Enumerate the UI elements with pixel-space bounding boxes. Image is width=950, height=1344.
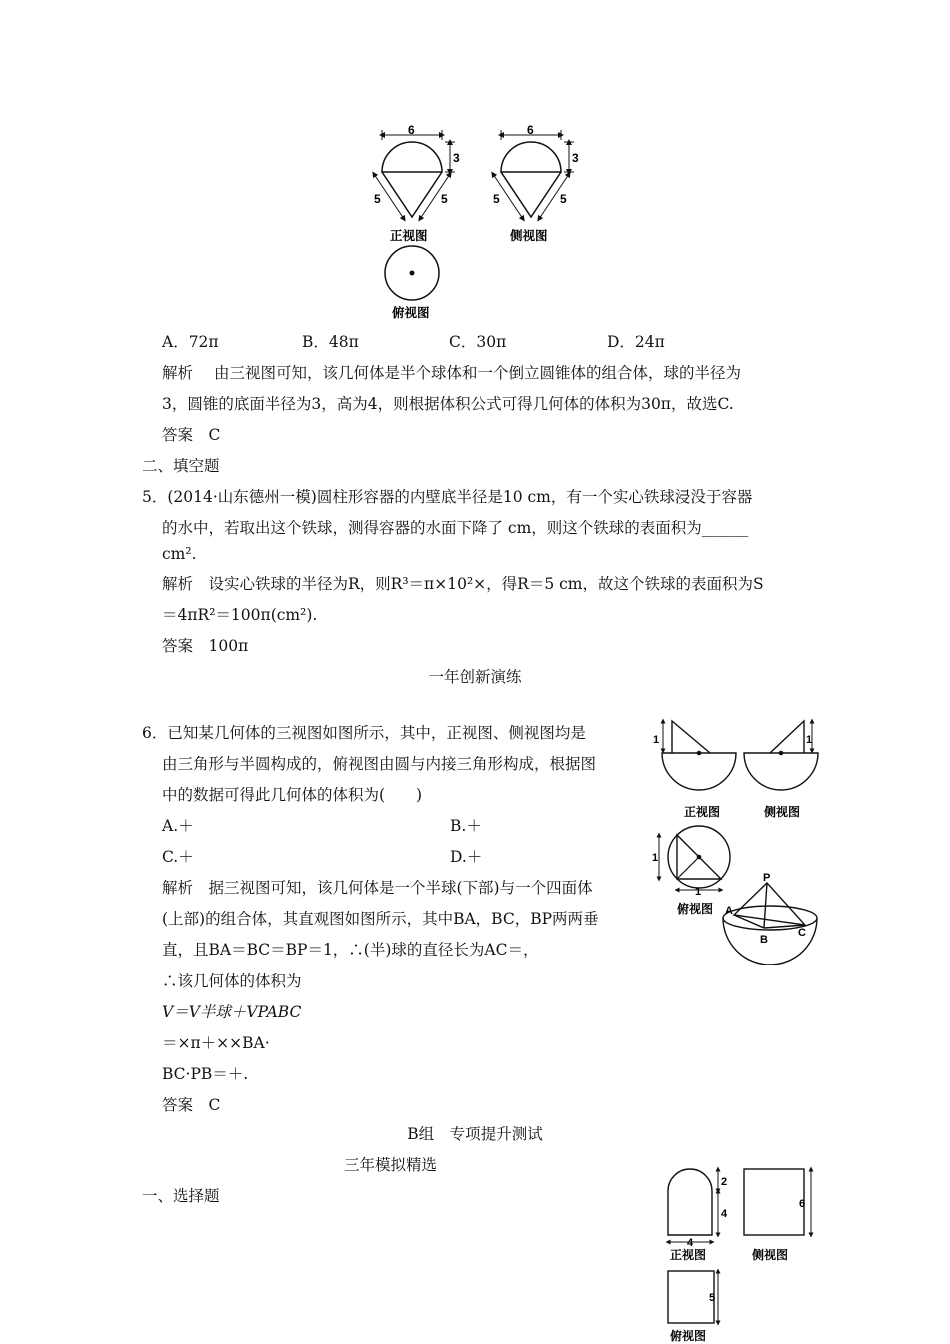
dim-width-front: 6	[408, 123, 415, 137]
q6-dim-front: 1	[653, 734, 660, 746]
top-view-center-dot	[410, 271, 415, 276]
q6-line2: 由三角形与半圆构成的，俯视图由圆与内接三角形构成，根据图	[162, 755, 597, 773]
q5-answer: 答案 100π	[162, 637, 249, 655]
section-fill-in-title: 二、填空题	[142, 457, 220, 475]
q6-line3: 中的数据可得此几何体的体积为( )	[162, 786, 423, 804]
b-label-top: 俯视图	[670, 1329, 707, 1343]
q6-analysis-line1: 解析 据三视图可知，该几何体是一个半球(下部)与一个四面体	[162, 879, 593, 897]
dim-slant-side-left: 5	[493, 192, 500, 206]
group-b-subtitle: 三年模拟精选	[344, 1156, 438, 1174]
q5-line1: 5．(2014·山东德州一模)圆柱形容器的内壁底半径是10 cm，有一个实心铁球浸没于容器	[142, 488, 753, 506]
dim-width-side: 6	[527, 123, 534, 137]
q5-analysis-line2: ＝4πR²＝100π(cm²).	[162, 606, 318, 624]
section-choice-title: 一、选择题	[142, 1187, 220, 1205]
q6-point-a: A	[725, 905, 733, 917]
q6-dim-top-v: 1	[652, 852, 659, 864]
b-label-front: 正视图	[670, 1248, 707, 1262]
q6-formula3: BC·PB＝＋.	[162, 1065, 249, 1083]
q6-point-c: C	[798, 927, 806, 939]
q6-label-top: 俯视图	[677, 902, 714, 916]
q6-option-b: B.＋	[450, 817, 482, 835]
q6-dim-side: 1	[806, 734, 813, 746]
q6-analysis-line4: ∴该几何体的体积为	[162, 972, 302, 990]
dim-slant-front-left: 5	[374, 192, 381, 206]
dim-height-front: 3	[453, 151, 460, 165]
q6-option-d: D.＋	[450, 848, 483, 866]
q4-option-d: D．24π	[607, 333, 665, 351]
q4-analysis-line2: 3，圆锥的底面半径为3，高为4，则根据体积公式可得几何体的体积为30π，故选C.	[162, 395, 734, 413]
q6-label-side: 侧视图	[764, 805, 801, 819]
q5-line3: cm².	[162, 545, 197, 563]
b-dim-6: 6	[799, 1198, 806, 1210]
b-side-view	[744, 1169, 804, 1235]
figure-group-b-three-views	[660, 1165, 820, 1344]
q6-line1: 6．已知某几何体的三视图如图所示，其中，正视图、侧视图均是	[142, 724, 586, 742]
q5-line2: 的水中，若取出这个铁球，测得容器的水面下降了 cm，则这个铁球的表面积为______	[162, 519, 749, 537]
q5-analysis-line1: 解析 设实心铁球的半径为R，则R³＝π×10²×，得R＝5 cm，故这个铁球的表面积为S	[162, 575, 764, 593]
b-dim-2: 2	[721, 1176, 728, 1188]
front-view-shape	[382, 142, 442, 217]
q6-solid-view	[723, 883, 817, 965]
q6-formula1: V＝V半球＋VPABC	[162, 1003, 302, 1021]
label-top-view: 俯视图	[392, 306, 430, 320]
b-dim-4-h: 4	[687, 1237, 694, 1249]
dim-slant-front-right: 5	[441, 192, 448, 206]
q6-analysis-line2: (上部)的组合体，其直观图如图所示，其中BA，BC，BP两两垂	[162, 910, 599, 928]
dim-slant-side-right: 5	[560, 192, 567, 206]
b-front-view	[668, 1169, 712, 1235]
q6-label-front: 正视图	[684, 805, 721, 819]
heading-one-year: 一年创新演练	[428, 668, 522, 686]
label-side-view: 侧视图	[510, 229, 548, 243]
dim-height-side: 3	[572, 151, 579, 165]
q6-option-c: C.＋	[162, 848, 194, 866]
q4-answer: 答案 C	[162, 426, 221, 444]
q6-front-view	[662, 721, 736, 790]
q6-dim-top-h: 1	[695, 886, 702, 898]
q6-answer: 答案 C	[162, 1096, 221, 1114]
b-dim-4-v: 4	[721, 1208, 728, 1220]
q6-option-a: A.＋	[162, 817, 194, 835]
side-view-shape	[501, 142, 561, 217]
figure-q4-three-views	[360, 120, 600, 325]
label-front-view: 正视图	[390, 229, 428, 243]
b-top-view	[668, 1271, 714, 1323]
q6-point-p: P	[763, 872, 771, 884]
b-dim-5: 5	[709, 1292, 716, 1304]
q4-option-b: B．48π	[302, 333, 359, 351]
b-label-side: 侧视图	[752, 1248, 789, 1262]
q6-side-view	[744, 721, 818, 790]
q4-option-a: A．72π	[162, 333, 219, 351]
q6-analysis-line3: 直，且BA＝BC＝BP＝1，∴(半)球的直径长为AC＝，	[162, 941, 539, 959]
figure-q6-three-views	[650, 715, 820, 965]
q4-analysis-line1: 由三视图可知，该几何体是半个球体和一个倒立圆锥体的组合体，球的半径为	[214, 364, 742, 382]
q4-option-c: C．30π	[449, 333, 507, 351]
q4-analysis-title: 解析	[162, 364, 194, 382]
q6-formula2: ＝×π＋××BA·	[162, 1034, 270, 1052]
group-b-title: B组 专项提升测试	[407, 1125, 543, 1143]
q6-point-b: B	[760, 934, 768, 946]
